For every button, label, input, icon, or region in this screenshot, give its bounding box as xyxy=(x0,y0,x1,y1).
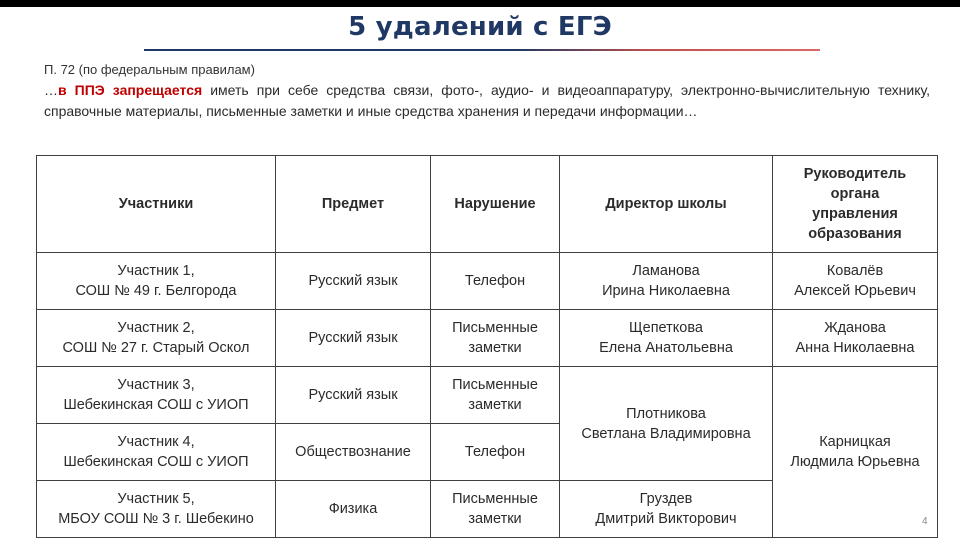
participant-cell xyxy=(37,424,276,481)
participant-school: МБОУ СОШ № 3 г. Шебекино xyxy=(58,511,254,527)
director-given-name: Ирина Николаевна xyxy=(602,283,730,299)
header-education-head xyxy=(773,156,938,253)
education-head-cell xyxy=(773,367,938,538)
subject-cell: Физика xyxy=(276,481,431,538)
director-surname: Ламанова xyxy=(632,263,700,279)
participant-name: Участник 1, xyxy=(117,263,195,279)
violation-line: Телефон xyxy=(464,273,526,289)
director-given-name: Елена Анатольевна xyxy=(599,340,733,356)
subject-cell: Обществознание xyxy=(276,424,431,481)
participant-school: СОШ № 27 г. Старый Оскол xyxy=(62,340,250,356)
header-subject: Предмет xyxy=(276,156,431,253)
subject-cell: Русский язык xyxy=(276,310,431,367)
education-head-cell xyxy=(773,310,938,367)
participant-cell xyxy=(37,481,276,538)
participant-name: Участник 2, xyxy=(117,320,195,336)
header-head-line: управления xyxy=(812,206,898,222)
violation-cell xyxy=(431,481,560,538)
head-surname: Карницкая xyxy=(819,434,891,450)
director-cell xyxy=(560,367,773,481)
head-given-name: Людмила Юрьевна xyxy=(790,454,920,470)
rule-paragraph xyxy=(44,80,930,122)
head-given-name: Алексей Юрьевич xyxy=(794,283,916,299)
violation-line: Письменные xyxy=(452,320,538,336)
head-surname: Ковалёв xyxy=(826,263,884,279)
participant-name: Участник 5, xyxy=(117,491,195,507)
violation-cell xyxy=(431,310,560,367)
top-bar xyxy=(0,0,960,7)
director-given-name: Дмитрий Викторович xyxy=(595,511,737,527)
director-cell xyxy=(560,310,773,367)
director-surname: Груздев xyxy=(639,491,693,507)
participant-cell xyxy=(37,367,276,424)
violation-line: Письменные xyxy=(452,377,538,393)
subject-cell: Русский язык xyxy=(276,367,431,424)
participant-cell xyxy=(37,253,276,310)
violation-cell xyxy=(431,253,560,310)
table-header-row xyxy=(37,156,938,253)
director-cell xyxy=(560,253,773,310)
page-number: 4 xyxy=(922,516,928,527)
violation-cell xyxy=(431,367,560,424)
head-surname: Жданова xyxy=(824,320,886,336)
director-surname: Щепеткова xyxy=(629,320,703,336)
table-row xyxy=(37,253,938,310)
director-cell xyxy=(560,481,773,538)
paragraph-highlight: в ППЭ запрещается xyxy=(58,82,203,98)
education-head-cell xyxy=(773,253,938,310)
director-surname: Плотникова xyxy=(626,405,706,422)
removals-table xyxy=(36,155,938,538)
participant-school: Шебекинская СОШ с УИОП xyxy=(63,454,249,470)
slide-title: 5 удалений с ЕГЭ xyxy=(348,12,612,42)
subject-cell: Русский язык xyxy=(276,253,431,310)
paragraph-prefix: … xyxy=(44,82,58,98)
violation-line: заметки xyxy=(468,340,522,356)
violation-cell xyxy=(431,424,560,481)
title-underline xyxy=(144,49,820,51)
header-head-line: Руководитель xyxy=(803,166,907,182)
participant-name: Участник 3, xyxy=(117,377,195,393)
participant-school: Шебекинская СОШ с УИОП xyxy=(63,397,249,413)
header-participants: Участники xyxy=(37,156,276,253)
director-given-name: Светлана Владимировна xyxy=(581,425,751,442)
paragraph-text: иметь при себе средства связи, фото-, аудио- и видеоаппаратуру, электронно-вычислительную технику, справочные материалы, письменные заметки и иные средства хранения и передачи информации… xyxy=(44,82,931,119)
participant-cell xyxy=(37,310,276,367)
header-head-line: образования xyxy=(808,226,902,242)
table-row xyxy=(37,310,938,367)
header-director: Директор школы xyxy=(560,156,773,253)
table-row xyxy=(37,367,938,424)
header-violation: Нарушение xyxy=(431,156,560,253)
participant-school: СОШ № 49 г. Белгорода xyxy=(75,283,237,299)
header-head-line: органа xyxy=(830,186,880,202)
violation-line: Письменные xyxy=(452,491,538,507)
participant-name: Участник 4, xyxy=(117,434,195,450)
violation-line: Телефон xyxy=(464,444,526,460)
head-given-name: Анна Николаевна xyxy=(795,340,915,356)
violation-line: заметки xyxy=(468,397,522,413)
rule-reference: П. 72 (по федеральным правилам) xyxy=(44,62,255,77)
violation-line: заметки xyxy=(468,511,522,527)
